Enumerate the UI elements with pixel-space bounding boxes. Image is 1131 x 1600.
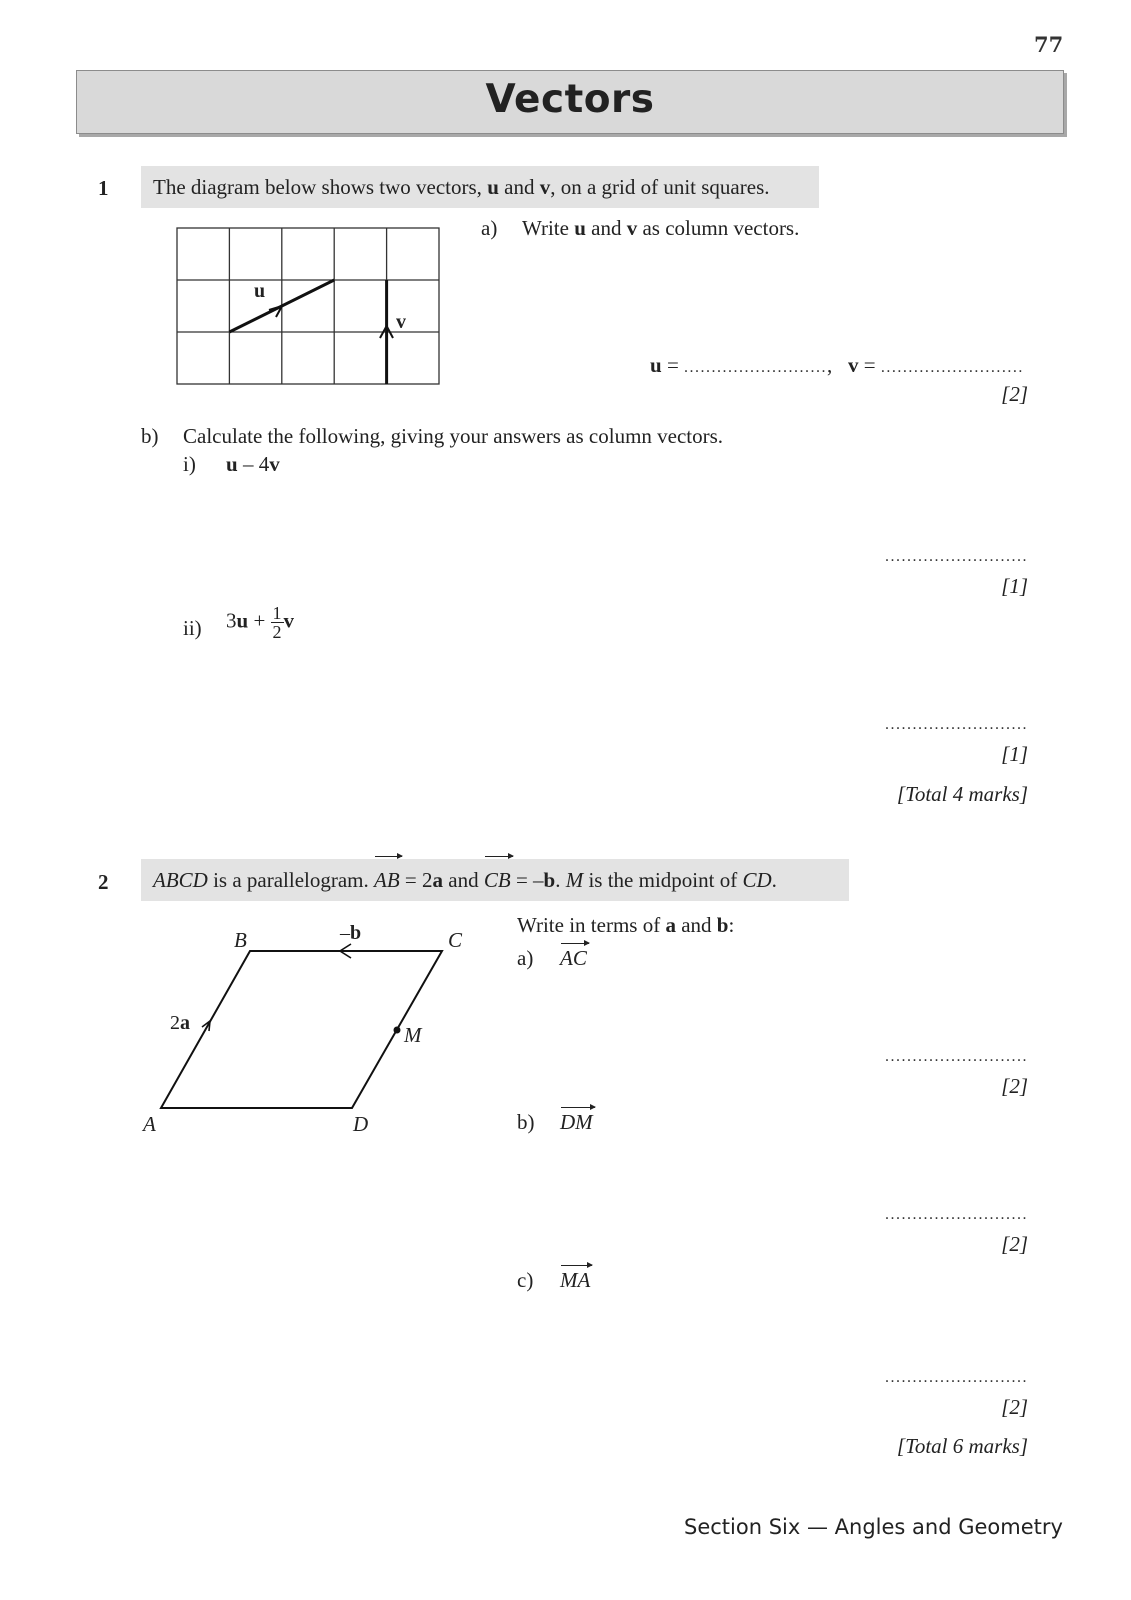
answer-v-line[interactable]: [848, 353, 1024, 378]
stem-text: is a parallelogram.: [207, 868, 375, 892]
text: and: [585, 216, 627, 240]
midpoint-m-dot: [394, 1027, 401, 1034]
vector-ab: AB: [374, 859, 400, 901]
part-b-question: Calculate the following, giving your answers as column vectors.: [183, 424, 724, 448]
q2-part-b-vector: [560, 1110, 593, 1135]
midpoint-m-label: M: [404, 1023, 422, 1047]
part-b-i-label: i): [183, 452, 196, 476]
part-b-i-marks: [1]: [1001, 574, 1028, 598]
vertex-d-label: D: [353, 1112, 369, 1136]
vector-ac: AC: [560, 946, 587, 970]
text: as column vectors.: [637, 216, 800, 240]
vertex-a-label: A: [143, 1112, 156, 1136]
part-a-marks: [2]: [1001, 382, 1028, 406]
vector-a-symbol: a: [180, 1012, 190, 1034]
vector-v-symbol: v: [539, 175, 551, 199]
text: :: [728, 913, 735, 937]
section-footer: Section Six — Angles and Geometry: [684, 1515, 1063, 1539]
question-2-stem: [141, 859, 849, 901]
vertex-b-label: B: [234, 928, 247, 952]
q2-part-a-answer-line[interactable]: ..........................: [885, 1048, 1028, 1065]
shape-name: ABCD: [153, 868, 208, 892]
vector-u-label: u: [254, 280, 266, 302]
part-a-label: a): [481, 216, 498, 240]
answer-v-label: v: [848, 353, 859, 377]
q2-part-c-marks: [2]: [1001, 1395, 1028, 1419]
coefficient: 3: [226, 608, 237, 633]
page-title: Vectors: [485, 77, 655, 122]
part-b-ii-marks: [1]: [1001, 742, 1028, 766]
page-number: 77: [1034, 32, 1064, 57]
equals: =: [858, 353, 881, 377]
q2-part-c-label: c): [517, 1268, 534, 1292]
vector-b-symbol: b: [350, 922, 362, 944]
side-cd: CD: [742, 868, 772, 892]
answer-dots: ..........................: [880, 359, 1024, 376]
fraction-denominator: 2: [272, 622, 282, 642]
part-b-ii-expression: [226, 604, 294, 641]
q2-part-a-vector: [560, 946, 587, 971]
vector-v-symbol: v: [269, 452, 280, 476]
vector-u-symbol: u: [226, 452, 238, 476]
text: Write: [522, 216, 575, 240]
part-b-i-answer-line[interactable]: ..........................: [885, 548, 1028, 565]
stem-text: = –: [510, 868, 544, 892]
stem-text: and: [498, 175, 540, 199]
question-2-intro: [517, 913, 734, 938]
text: Write in terms of: [517, 913, 666, 937]
vector-u-symbol: u: [487, 175, 499, 199]
answer-dots: ..........................: [684, 359, 828, 376]
vector-a-symbol: a: [665, 913, 676, 937]
vector-dm: DM: [560, 1110, 593, 1134]
coefficient: 2: [170, 1012, 180, 1034]
vector-b-symbol: b: [543, 868, 556, 892]
q2-part-b-answer-line[interactable]: ..........................: [885, 1206, 1028, 1223]
vector-v-label: v: [396, 311, 406, 333]
question-1-stem: [141, 166, 819, 208]
q2-part-c-answer-line[interactable]: ..........................: [885, 1369, 1028, 1386]
q2-part-c-vector: [560, 1268, 590, 1293]
vector-v-symbol: v: [283, 608, 295, 633]
stem-text: and: [443, 868, 484, 892]
answer-u-line[interactable]: [650, 353, 832, 378]
vector-u-symbol: u: [236, 608, 249, 633]
equals: =: [661, 353, 685, 377]
question-1-number: 1: [98, 176, 109, 200]
stem-text: is the midpoint of: [583, 868, 743, 892]
vertex-c-label: C: [448, 928, 463, 952]
unit-grid: [177, 228, 439, 384]
fraction-numerator: 1: [272, 603, 282, 623]
minus-sign: –: [340, 922, 350, 944]
vector-ma: MA: [560, 1268, 591, 1292]
side-cb-label: [339, 922, 361, 944]
q2-part-b-label: b): [517, 1110, 535, 1134]
part-b-label: b): [141, 424, 159, 448]
vector-cb: CB: [484, 859, 511, 901]
answer-u-label: u: [650, 353, 662, 377]
operator: +: [248, 608, 271, 633]
stem-text: The diagram below shows two vectors,: [153, 175, 488, 199]
q2-part-b-marks: [2]: [1001, 1232, 1028, 1256]
stem-text: = 2: [399, 868, 433, 892]
title-banner: [76, 70, 1064, 134]
stem-text: .: [771, 868, 777, 892]
vector-u-symbol: u: [574, 216, 586, 240]
part-b-ii-answer-line[interactable]: ..........................: [885, 716, 1028, 733]
question-2-number: 2: [98, 870, 109, 894]
stem-text: .: [555, 868, 566, 892]
side-ab-label: [170, 1012, 190, 1034]
operator: – 4: [237, 452, 270, 476]
vector-b-symbol: b: [716, 913, 729, 937]
question-1-total-marks: [Total 4 marks]: [896, 782, 1028, 806]
question-1-grid-diagram: [170, 222, 450, 392]
text: and: [675, 913, 717, 937]
separator: ,: [827, 353, 833, 377]
part-b-i-expression: [226, 452, 280, 477]
q2-part-a-label: a): [517, 946, 534, 970]
question-2-total-marks: [Total 6 marks]: [896, 1434, 1028, 1458]
part-a-question: [522, 216, 799, 241]
q2-part-a-marks: [2]: [1001, 1074, 1028, 1098]
vector-v-symbol: v: [626, 216, 638, 240]
point-m: M: [565, 868, 584, 892]
part-b-ii-label: ii): [183, 616, 202, 640]
one-half-fraction: [271, 604, 284, 641]
parallelogram-diagram: [130, 915, 490, 1145]
vector-a-symbol: a: [432, 868, 444, 892]
stem-text: , on a grid of unit squares.: [550, 175, 770, 199]
